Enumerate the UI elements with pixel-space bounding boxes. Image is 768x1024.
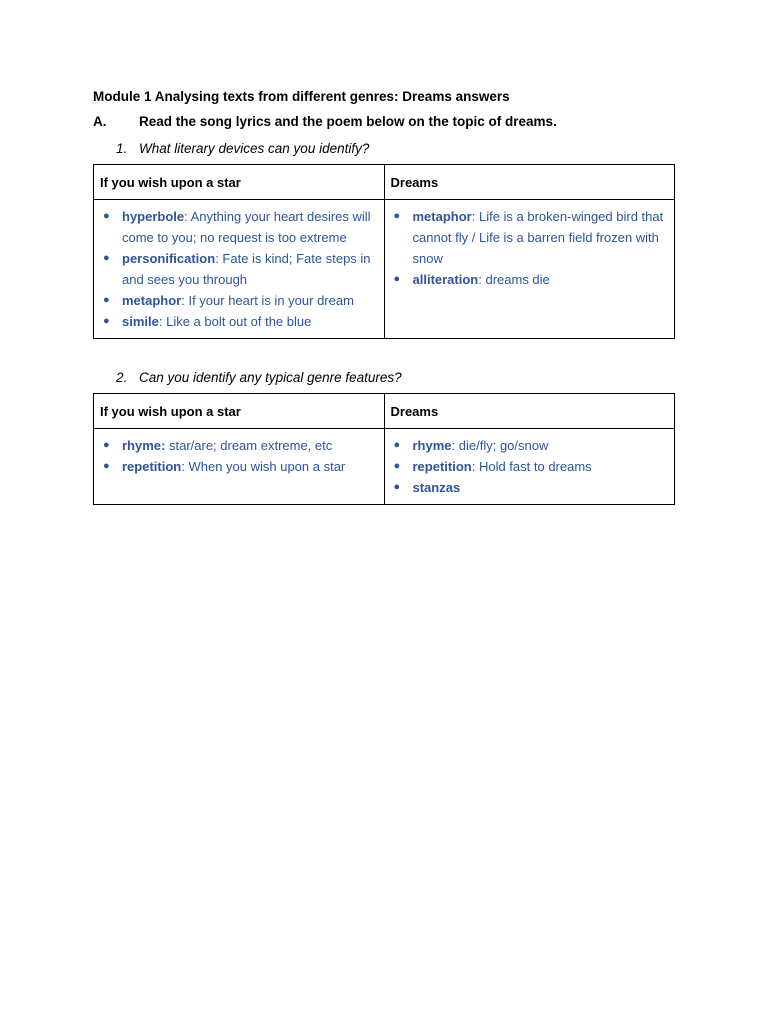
bullet-list: [391, 206, 669, 290]
bullet-icon: ●: [103, 294, 110, 306]
column-header-poem: Dreams: [384, 394, 675, 429]
bullet-icon: ●: [103, 252, 110, 264]
bullet-icon: ●: [393, 439, 401, 451]
bullet-icon: ●: [103, 315, 110, 327]
bullet-icon: ●: [393, 481, 401, 493]
song-features-cell: [94, 429, 385, 505]
bullet-icon: ●: [393, 460, 401, 472]
list-item: ● simile: Like a bolt out of the blue: [100, 311, 378, 332]
section-letter: A.: [93, 114, 107, 129]
question-text: Can you identify any typical genre features?: [139, 370, 402, 385]
list-item: ● metaphor: If your heart is in your dream: [100, 290, 378, 311]
section-instruction: Read the song lyrics and the poem below on the topic of dreams.: [139, 114, 557, 129]
table-header-row: [94, 165, 675, 200]
list-item: ● alliteration: dreams die: [391, 269, 669, 290]
question-number: 1.: [116, 141, 128, 156]
list-item: ● stanzas: [391, 477, 669, 498]
poem-features-cell: [384, 429, 675, 505]
list-item: ● metaphor: Life is a broken-winged bird that cannot fly / Life is a barren field frozen with snow: [391, 206, 669, 269]
song-devices-cell: [94, 200, 385, 339]
genre-features-table: [93, 393, 675, 505]
document-title: Module 1 Analysing texts from different genres: Dreams answers: [93, 89, 510, 104]
bullet-icon: ●: [103, 460, 110, 472]
list-item: ● repetition: When you wish upon a star: [100, 456, 378, 477]
list-item: ● personification: Fate is kind; Fate steps in and sees you through: [100, 248, 378, 290]
bullet-list: [100, 206, 378, 332]
column-header-song: If you wish upon a star: [94, 394, 385, 429]
document-page: [93, 86, 675, 505]
table-row: [94, 429, 675, 505]
question-1: [93, 136, 675, 164]
column-header-song: If you wish upon a star: [94, 165, 385, 200]
bullet-icon: ●: [393, 210, 401, 222]
list-item: ● rhyme: star/are; dream extreme, etc: [100, 435, 378, 456]
bullet-list: [391, 435, 669, 498]
bullet-icon: ●: [103, 439, 110, 451]
table-header-row: [94, 394, 675, 429]
question-text: What literary devices can you identify?: [139, 141, 370, 156]
poem-devices-cell: [384, 200, 675, 339]
literary-devices-table: [93, 164, 675, 339]
bullet-icon: ●: [103, 210, 110, 222]
bullet-list: [100, 435, 378, 477]
question-number: 2.: [116, 370, 128, 385]
section-a-heading: [93, 108, 675, 136]
list-item: ● repetition: Hold fast to dreams: [391, 456, 669, 477]
bullet-icon: ●: [393, 273, 401, 285]
question-2: [93, 365, 675, 393]
list-item: ● hyperbole: Anything your heart desires will come to you; no request is too extreme: [100, 206, 378, 248]
table-row: [94, 200, 675, 339]
list-item: ● rhyme: die/fly; go/snow: [391, 435, 669, 456]
column-header-poem: Dreams: [384, 165, 675, 200]
